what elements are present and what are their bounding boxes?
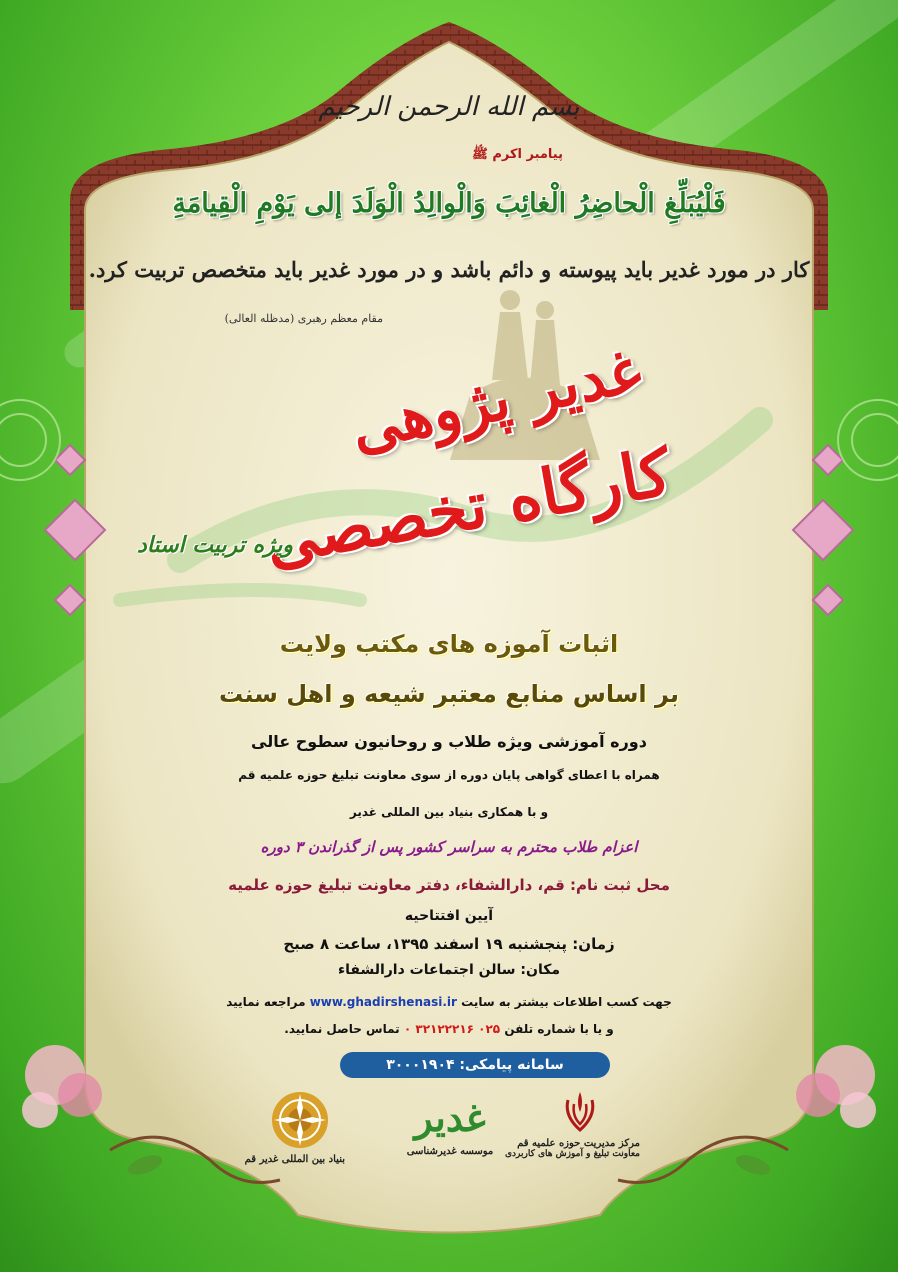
sms-badge: سامانه پیامکی: ۳۰۰۰۱۹۰۴	[340, 1052, 610, 1078]
logo-middle-caption: موسسه غدیرشناسی	[406, 1146, 494, 1157]
logo-right-caption-1: مرکز مدیریت حوزه علمیه قم	[517, 1138, 640, 1149]
logo-left-caption: بنیاد بین المللی غدیر قم	[244, 1154, 345, 1165]
ceremony-place: مکان: سالن اجتماعات دارالشفاء	[337, 962, 561, 978]
body-line-4: همراه با اعطای گواهی پایان دوره از سوی معاونت تبلیغ حوزه علمیه قم	[238, 768, 660, 782]
phone-line	[0, 1022, 898, 1036]
logo-ghadir-foundation	[244, 1090, 345, 1165]
prophet-label: پیامبر اکرم ﷺ	[472, 147, 563, 162]
body-line-1: اثبات آموزه های مکتب ولایت	[279, 630, 619, 658]
body-line-2: بر اساس منابع معتبر شیعه و اهل سنت	[219, 680, 679, 708]
rosette-logo-icon	[270, 1090, 330, 1150]
website-prefix: جهت کسب اطلاعات بیشتر به سایت	[461, 995, 672, 1009]
registration-location: محل ثبت نام: قم، دارالشفاء، دفتر معاونت تبلیغ حوزه علمیه	[228, 876, 670, 894]
emblem-icon	[560, 1090, 600, 1134]
opening-ceremony: آیین افتتاحیه	[404, 908, 494, 924]
logo-seminary-center	[504, 1090, 640, 1159]
title-ghadir-research: غدیر پژوهی	[344, 335, 648, 465]
website-link[interactable]: www.ghadirshenasi.ir	[309, 995, 457, 1009]
logo-ghadir-institute	[395, 1090, 505, 1157]
title-workshop: کارگاه تخصصی	[259, 434, 677, 581]
body-line-5: و با همکاری بنیاد بین المللی غدیر	[349, 805, 549, 819]
phone-suffix: تماس حاصل نمایید.	[284, 1022, 400, 1036]
leader-quote: کار در مورد غدیر باید پیوسته و دائم باشد و در مورد غدیر باید متخصص تربیت کرد.	[88, 257, 810, 282]
body-line-6: اعزام طلاب محترم به سراسر کشور پس از گذراندن ۳ دوره	[260, 838, 638, 856]
ghadir-mark-icon: غدیر	[414, 1095, 486, 1140]
hadith-text: فَلْيُبَلِّغِ الْحاضِرُ الْغائِبَ وَالْوالِدُ الْوَلَدَ إلى يَوْمِ الْقِيامَةِ	[172, 188, 726, 219]
logo-right-caption-2: معاونت تبلیغ و آموزش های کاربردی	[504, 1149, 640, 1159]
quote-author: مقام معظم رهبری (مدظله العالی)	[224, 312, 383, 325]
website-suffix: مراجعه نمایید	[226, 995, 306, 1009]
basmala: بسم الله الرحمن الرحیم	[318, 92, 580, 122]
phone-prefix: و یا با شماره تلفن	[504, 1022, 614, 1036]
ceremony-time: زمان: پنجشنبه ۱۹ اسفند ۱۳۹۵، ساعت ۸ صبح	[283, 935, 615, 953]
subtitle-teacher-training: ویژه تربیت استاد	[136, 532, 293, 558]
body-line-3: دوره آموزشی ویژه طلاب و روحانیون سطوح عالی	[251, 732, 647, 751]
website-line	[0, 995, 898, 1009]
phone-number: ۰۲۵ ۳۲۱۲۲۲۱۶ ۰	[403, 1022, 501, 1036]
